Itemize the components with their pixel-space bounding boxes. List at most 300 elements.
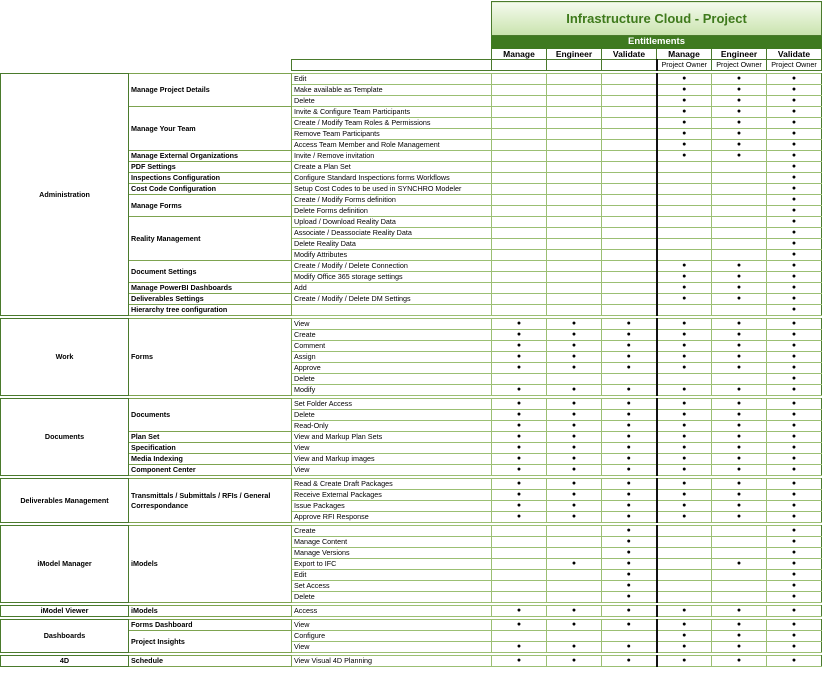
entitlement-cell: [492, 118, 547, 129]
entitlement-dot: ●: [602, 410, 657, 421]
entitlement-dot: ●: [657, 421, 712, 432]
entitlement-cell: [547, 206, 602, 217]
entitlement-dot: ●: [767, 642, 822, 653]
entitlement-dot: ●: [492, 432, 547, 443]
entitlement-cell: [602, 184, 657, 195]
entitlement-cell: [492, 548, 547, 559]
permission-label: Delete: [292, 410, 492, 421]
permission-label: Create / Modify / Delete Connection: [292, 261, 492, 272]
entitlement-cell: [602, 195, 657, 206]
entitlement-dot: ●: [657, 341, 712, 352]
table-row: [1, 526, 822, 537]
entitlement-dot: ●: [767, 162, 822, 173]
entitlement-cell: [657, 217, 712, 228]
category-label: Documents: [1, 399, 129, 476]
entitlement-dot: ●: [767, 217, 822, 228]
entitlement-cell: [492, 85, 547, 96]
entitlement-dot: ●: [547, 352, 602, 363]
entitlement-dot: ●: [712, 107, 767, 118]
entitlement-dot: ●: [712, 656, 767, 667]
feature-label: Manage Project Details: [129, 74, 292, 107]
entitlement-cell: [602, 228, 657, 239]
entitlement-dot: ●: [492, 341, 547, 352]
entitlement-dot: ●: [767, 592, 822, 603]
entitlement-cell: [492, 74, 547, 85]
entitlement-dot: ●: [767, 501, 822, 512]
table-row: [1, 656, 822, 667]
entitlement-dot: ●: [657, 479, 712, 490]
entitlement-dot: ●: [547, 443, 602, 454]
entitlement-cell: [547, 592, 602, 603]
entitlement-dot: ●: [712, 512, 767, 523]
permission-label: Add: [292, 283, 492, 294]
entitlement-dot: ●: [547, 465, 602, 476]
entitlement-dot: ●: [547, 501, 602, 512]
entitlement-dot: ●: [657, 261, 712, 272]
feature-label: Hierarchy tree configuration: [129, 305, 292, 316]
entitlement-dot: ●: [767, 330, 822, 341]
entitlement-cell: [602, 250, 657, 261]
entitlement-dot: ●: [602, 385, 657, 396]
feature-label: iModels: [129, 526, 292, 603]
table-row: [1, 74, 822, 85]
entitlement-cell: [657, 548, 712, 559]
entitlement-dot: ●: [712, 151, 767, 162]
entitlement-dot: ●: [492, 620, 547, 631]
entitlement-cell: [492, 526, 547, 537]
entitlement-dot: ●: [602, 526, 657, 537]
entitlement-dot: ●: [492, 352, 547, 363]
entitlement-cell: [547, 195, 602, 206]
entitlement-cell: [657, 592, 712, 603]
feature-label: Project Insights: [129, 631, 292, 653]
entitlement-dot: ●: [602, 620, 657, 631]
entitlement-cell: [602, 217, 657, 228]
entitlement-dot: ●: [712, 465, 767, 476]
feature-label: Inspections Configuration: [129, 173, 292, 184]
entitlement-dot: ●: [602, 490, 657, 501]
permission-label: Assign: [292, 352, 492, 363]
entitlement-cell: [602, 140, 657, 151]
entitlement-cell: [547, 548, 602, 559]
entitlement-dot: ●: [547, 363, 602, 374]
permission-label: View: [292, 642, 492, 653]
entitlement-dot: ●: [767, 656, 822, 667]
entitlement-dot: ●: [767, 74, 822, 85]
entitlement-dot: ●: [767, 140, 822, 151]
entitlement-cell: [547, 570, 602, 581]
entitlement-dot: ●: [492, 399, 547, 410]
entitlement-cell: [657, 374, 712, 385]
entitlement-dot: ●: [602, 537, 657, 548]
entitlement-dot: ●: [712, 642, 767, 653]
entitlement-dot: ●: [767, 385, 822, 396]
entitlement-dot: ●: [767, 620, 822, 631]
entitlement-dot: ●: [657, 443, 712, 454]
entitlement-cell: [602, 272, 657, 283]
entitlement-cell: [492, 173, 547, 184]
permission-label: Make available as Template: [292, 85, 492, 96]
permission-label: Manage Versions: [292, 548, 492, 559]
entitlement-cell: [547, 96, 602, 107]
entitlement-dot: ●: [657, 151, 712, 162]
entitlement-cell: [547, 228, 602, 239]
entitlement-dot: ●: [547, 330, 602, 341]
entitlement-cell: [547, 631, 602, 642]
entitlement-cell: [712, 526, 767, 537]
owner-header-cell: [547, 60, 602, 71]
entitlement-cell: [712, 592, 767, 603]
entitlement-cell: [657, 250, 712, 261]
feature-label: Media Indexing: [129, 454, 292, 465]
entitlement-cell: [547, 129, 602, 140]
permission-label: Create: [292, 526, 492, 537]
category-label: Work: [1, 319, 129, 396]
entitlement-dot: ●: [602, 581, 657, 592]
entitlement-dot: ●: [602, 479, 657, 490]
entitlement-dot: ●: [657, 85, 712, 96]
entitlement-dot: ●: [657, 490, 712, 501]
entitlement-dot: ●: [602, 454, 657, 465]
entitlement-dot: ●: [492, 501, 547, 512]
entitlement-dot: ●: [767, 432, 822, 443]
feature-label: Forms Dashboard: [129, 620, 292, 631]
entitlements-matrix: [0, 1, 822, 667]
entitlement-dot: ●: [767, 581, 822, 592]
role-header: Engineer: [712, 49, 767, 60]
entitlement-dot: ●: [767, 341, 822, 352]
entitlement-dot: ●: [602, 559, 657, 570]
permission-label: Configure Standard Inspections forms Workflows: [292, 173, 492, 184]
entitlement-cell: [492, 374, 547, 385]
entitlement-cell: [547, 85, 602, 96]
entitlement-dot: ●: [712, 96, 767, 107]
permission-label: Modify: [292, 385, 492, 396]
table-row: [1, 399, 822, 410]
entitlement-dot: ●: [657, 283, 712, 294]
entitlement-cell: [712, 195, 767, 206]
entitlement-cell: [657, 173, 712, 184]
permission-label: Invite / Remove invitation: [292, 151, 492, 162]
entitlement-dot: ●: [547, 479, 602, 490]
entitlement-dot: ●: [602, 399, 657, 410]
entitlement-dot: ●: [602, 465, 657, 476]
permission-label: Setup Cost Codes to be used in SYNCHRO Modeler: [292, 184, 492, 195]
entitlement-dot: ●: [547, 559, 602, 570]
entitlement-cell: [492, 107, 547, 118]
feature-label: iModels: [129, 606, 292, 617]
permission-label: View and Markup images: [292, 454, 492, 465]
permission-label: [292, 305, 492, 316]
entitlement-cell: [492, 151, 547, 162]
entitlement-cell: [602, 294, 657, 305]
permission-label: Create / Modify Team Roles & Permissions: [292, 118, 492, 129]
entitlement-cell: [547, 107, 602, 118]
entitlement-dot: ●: [657, 620, 712, 631]
category-label: Dashboards: [1, 620, 129, 653]
entitlement-dot: ●: [492, 512, 547, 523]
permission-label: View and Markup Plan Sets: [292, 432, 492, 443]
entitlement-cell: [602, 107, 657, 118]
entitlement-dot: ●: [492, 363, 547, 374]
entitlement-cell: [657, 305, 712, 316]
permission-label: View: [292, 620, 492, 631]
entitlement-dot: ●: [547, 341, 602, 352]
role-header: Manage: [657, 49, 712, 60]
feature-label: Reality Management: [129, 217, 292, 261]
entitlement-cell: [712, 217, 767, 228]
entitlement-dot: ●: [767, 228, 822, 239]
entitlement-cell: [602, 173, 657, 184]
entitlement-dot: ●: [602, 352, 657, 363]
entitlement-dot: ●: [712, 606, 767, 617]
entitlement-dot: ●: [547, 410, 602, 421]
entitlement-cell: [712, 570, 767, 581]
entitlement-cell: [547, 184, 602, 195]
entitlement-dot: ●: [602, 443, 657, 454]
entitlement-dot: ●: [602, 330, 657, 341]
feature-label: Documents: [129, 399, 292, 432]
entitlement-dot: ●: [657, 107, 712, 118]
entitlement-dot: ●: [712, 631, 767, 642]
entitlement-cell: [547, 526, 602, 537]
entitlement-dot: ●: [657, 140, 712, 151]
permission-label: Create / Modify / Delete DM Settings: [292, 294, 492, 305]
entitlement-cell: [547, 581, 602, 592]
entitlement-dot: ●: [712, 421, 767, 432]
role-header: Engineer: [547, 49, 602, 60]
entitlement-dot: ●: [767, 526, 822, 537]
feature-label: Plan Set: [129, 432, 292, 443]
entitlement-cell: [547, 162, 602, 173]
entitlement-cell: [602, 162, 657, 173]
entitlement-cell: [712, 250, 767, 261]
entitlement-cell: [602, 283, 657, 294]
permission-label: View: [292, 443, 492, 454]
permission-label: Associate / Deassociate Reality Data: [292, 228, 492, 239]
permission-label: Export to IFC: [292, 559, 492, 570]
header-spacer: [1, 60, 292, 71]
owner-header-cell: [602, 60, 657, 71]
entitlement-cell: [657, 228, 712, 239]
entitlement-cell: [492, 239, 547, 250]
entitlement-dot: ●: [657, 272, 712, 283]
entitlement-dot: ●: [602, 432, 657, 443]
entitlement-cell: [657, 206, 712, 217]
entitlement-cell: [492, 96, 547, 107]
entitlement-dot: ●: [602, 642, 657, 653]
entitlement-dot: ●: [657, 642, 712, 653]
entitlement-cell: [492, 305, 547, 316]
entitlement-dot: ●: [547, 432, 602, 443]
role-header: Validate: [767, 49, 822, 60]
entitlement-cell: [657, 184, 712, 195]
entitlement-dot: ●: [712, 74, 767, 85]
entitlement-cell: [602, 631, 657, 642]
permission-label: Read-Only: [292, 421, 492, 432]
entitlement-dot: ●: [657, 432, 712, 443]
permission-label: Read & Create Draft Packages: [292, 479, 492, 490]
entitlement-dot: ●: [547, 656, 602, 667]
entitlement-dot: ●: [767, 479, 822, 490]
permission-label: Configure: [292, 631, 492, 642]
entitlement-cell: [602, 305, 657, 316]
entitlement-dot: ●: [712, 490, 767, 501]
entitlement-dot: ●: [712, 410, 767, 421]
entitlement-dot: ●: [712, 272, 767, 283]
entitlement-dot: ●: [767, 319, 822, 330]
role-header: Validate: [602, 49, 657, 60]
entitlement-dot: ●: [767, 352, 822, 363]
entitlement-dot: ●: [712, 454, 767, 465]
entitlement-cell: [492, 129, 547, 140]
entitlement-dot: ●: [767, 631, 822, 642]
permission-label: View: [292, 465, 492, 476]
entitlement-cell: [712, 548, 767, 559]
header-spacer: [1, 2, 492, 36]
entitlement-cell: [602, 85, 657, 96]
entitlement-cell: [547, 151, 602, 162]
entitlement-cell: [712, 239, 767, 250]
feature-label: Deliverables Settings: [129, 294, 292, 305]
entitlement-dot: ●: [602, 341, 657, 352]
entitlement-dot: ●: [767, 305, 822, 316]
entitlement-cell: [547, 140, 602, 151]
entitlement-cell: [547, 305, 602, 316]
feature-label: Manage External Organizations: [129, 151, 292, 162]
entitlement-dot: ●: [767, 96, 822, 107]
permission-label: View Visual 4D Planning: [292, 656, 492, 667]
entitlement-dot: ●: [767, 283, 822, 294]
entitlement-cell: [547, 272, 602, 283]
entitlement-dot: ●: [712, 129, 767, 140]
entitlement-cell: [602, 151, 657, 162]
owner-header-cell: [492, 60, 547, 71]
permission-label: Receive External Packages: [292, 490, 492, 501]
entitlement-cell: [712, 537, 767, 548]
entitlement-dot: ●: [657, 96, 712, 107]
feature-label: PDF Settings: [129, 162, 292, 173]
permission-label: Edit: [292, 74, 492, 85]
entitlement-dot: ●: [712, 330, 767, 341]
entitlement-cell: [492, 206, 547, 217]
entitlement-dot: ●: [547, 512, 602, 523]
header-spacer: [1, 36, 492, 49]
entitlement-dot: ●: [602, 592, 657, 603]
entitlement-dot: ●: [492, 479, 547, 490]
entitlement-dot: ●: [657, 319, 712, 330]
entitlement-dot: ●: [602, 548, 657, 559]
table-row: [1, 606, 822, 617]
entitlement-dot: ●: [767, 195, 822, 206]
entitlement-dot: ●: [767, 151, 822, 162]
entitlement-cell: [492, 162, 547, 173]
entitlement-dot: ●: [767, 548, 822, 559]
entitlement-dot: ●: [547, 385, 602, 396]
permission-label: Delete: [292, 96, 492, 107]
entitlement-cell: [657, 239, 712, 250]
entitlement-cell: [712, 162, 767, 173]
category-label: 4D: [1, 656, 129, 667]
entitlement-dot: ●: [712, 319, 767, 330]
entitlement-dot: ●: [767, 184, 822, 195]
permission-label: Approve: [292, 363, 492, 374]
entitlement-cell: [492, 581, 547, 592]
entitlement-dot: ●: [767, 490, 822, 501]
entitlement-dot: ●: [767, 465, 822, 476]
entitlement-dot: ●: [767, 606, 822, 617]
entitlement-cell: [492, 631, 547, 642]
entitlement-dot: ●: [602, 501, 657, 512]
entitlement-dot: ●: [602, 421, 657, 432]
entitlement-dot: ●: [767, 374, 822, 385]
entitlement-cell: [492, 217, 547, 228]
entitlement-cell: [602, 129, 657, 140]
entitlement-dot: ●: [492, 454, 547, 465]
entitlement-dot: ●: [602, 656, 657, 667]
entitlement-dot: ●: [767, 206, 822, 217]
entitlement-cell: [492, 261, 547, 272]
entitlement-cell: [712, 206, 767, 217]
permission-label: Manage Content: [292, 537, 492, 548]
entitlement-cell: [657, 526, 712, 537]
entitlement-cell: [492, 250, 547, 261]
entitlement-dot: ●: [712, 559, 767, 570]
entitlement-dot: ●: [602, 606, 657, 617]
entitlement-cell: [712, 374, 767, 385]
entitlement-dot: ●: [712, 443, 767, 454]
entitlement-dot: ●: [767, 239, 822, 250]
entitlement-dot: ●: [767, 537, 822, 548]
table-row: [1, 620, 822, 631]
entitlement-dot: ●: [657, 129, 712, 140]
role-header: Manage: [492, 49, 547, 60]
entitlement-dot: ●: [492, 410, 547, 421]
entitlement-dot: ●: [712, 283, 767, 294]
entitlement-dot: ●: [712, 501, 767, 512]
category-label: iModel Viewer: [1, 606, 129, 617]
entitlement-dot: ●: [492, 606, 547, 617]
entitlement-dot: ●: [767, 272, 822, 283]
entitlement-cell: [492, 228, 547, 239]
entitlement-dot: ●: [657, 512, 712, 523]
entitlement-dot: ●: [767, 261, 822, 272]
permission-label: Approve RFI Response: [292, 512, 492, 523]
entitlement-dot: ●: [657, 501, 712, 512]
entitlement-cell: [547, 261, 602, 272]
permission-label: Delete Reality Data: [292, 239, 492, 250]
entitlement-dot: ●: [547, 490, 602, 501]
entitlement-dot: ●: [602, 512, 657, 523]
entitlement-cell: [602, 261, 657, 272]
entitlement-dot: ●: [712, 118, 767, 129]
feature-label: Manage Your Team: [129, 107, 292, 151]
entitlement-cell: [547, 250, 602, 261]
category-label: iModel Manager: [1, 526, 129, 603]
entitlement-cell: [712, 581, 767, 592]
entitlement-cell: [602, 374, 657, 385]
entitlement-dot: ●: [492, 319, 547, 330]
permission-label: Access Team Member and Role Management: [292, 140, 492, 151]
permission-label: Invite & Configure Team Participants: [292, 107, 492, 118]
entitlement-dot: ●: [657, 118, 712, 129]
entitlement-dot: ●: [657, 330, 712, 341]
entitlement-dot: ●: [767, 173, 822, 184]
permission-label: Create / Modify Forms definition: [292, 195, 492, 206]
entitlement-cell: [602, 96, 657, 107]
entitlement-dot: ●: [767, 559, 822, 570]
entitlements-label: Entitlements: [492, 36, 822, 49]
